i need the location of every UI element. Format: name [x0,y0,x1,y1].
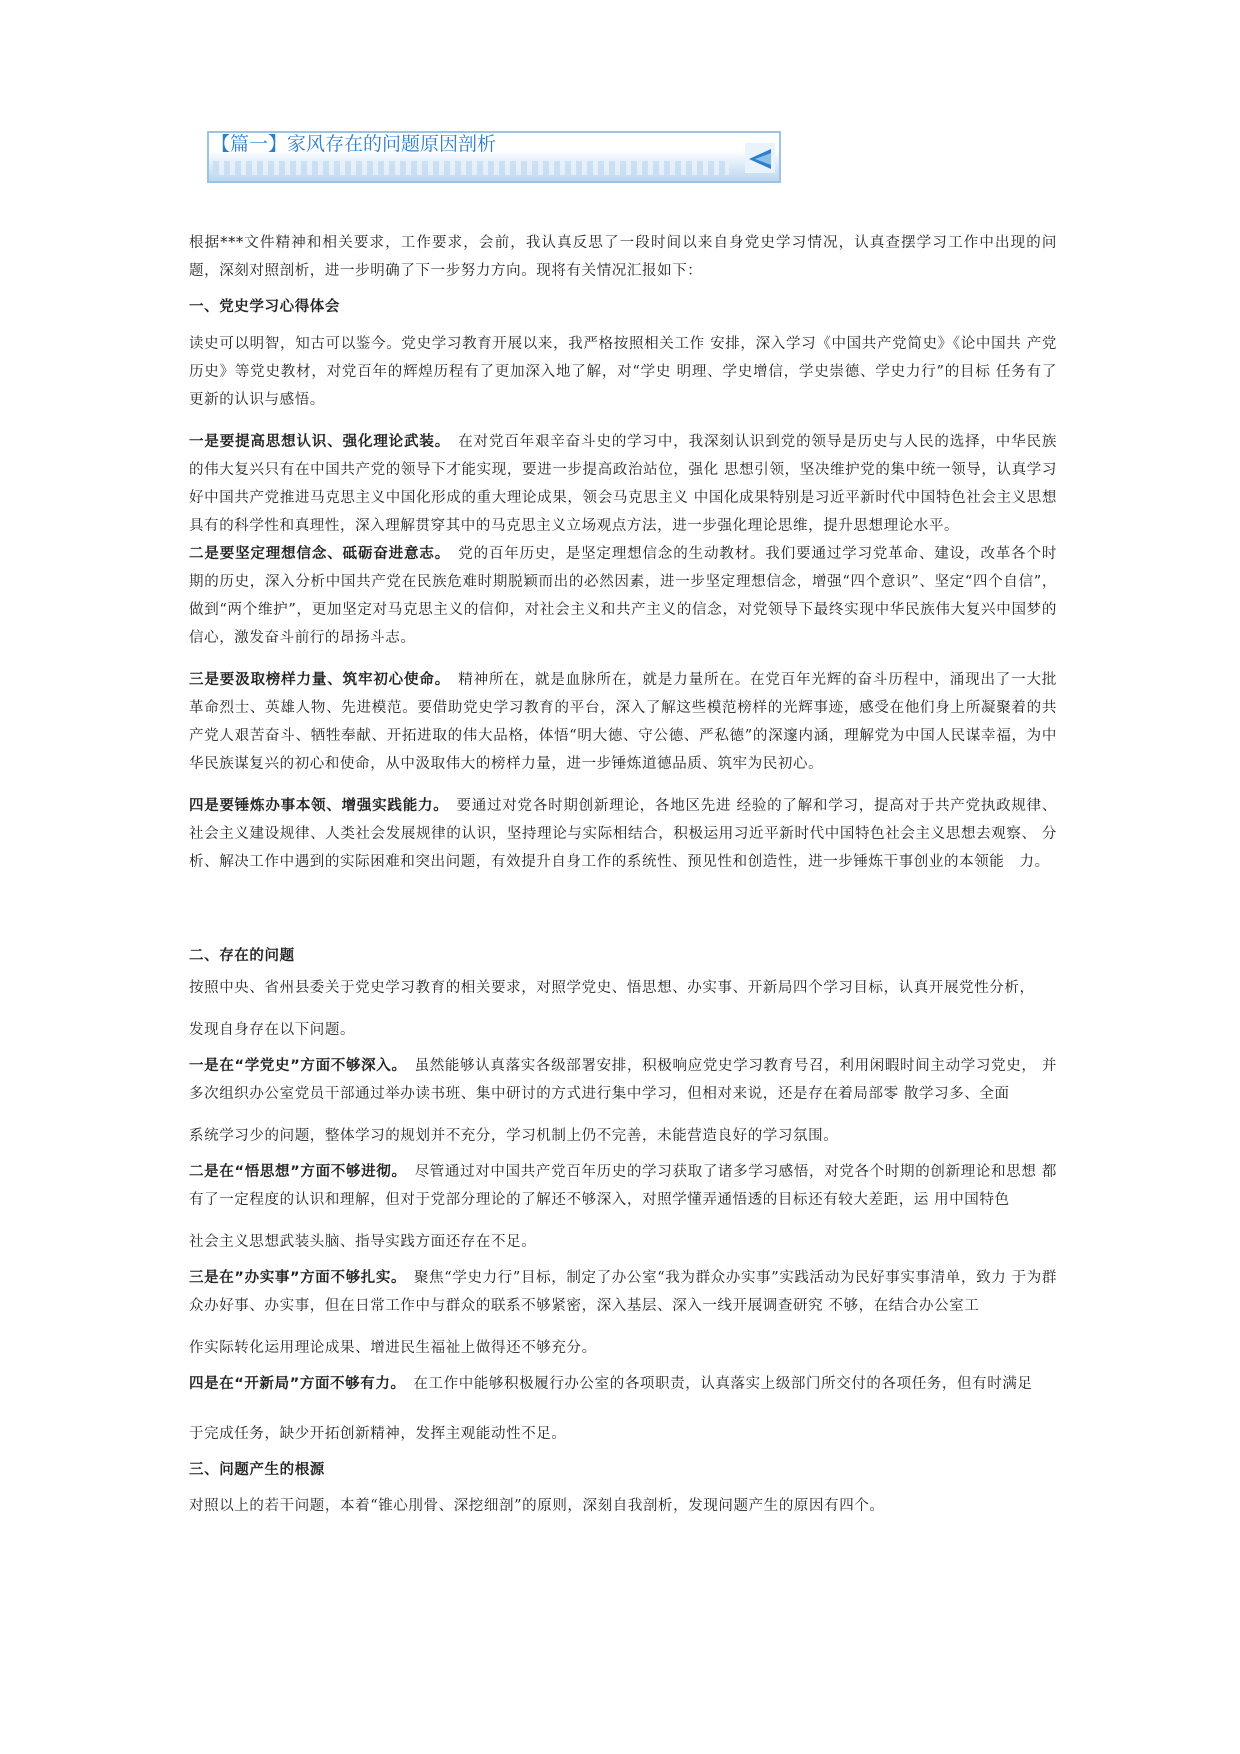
section2-item-1 [189,1052,1057,1108]
section3-paragraph: 对照以上的若干问题，本着“锥心刖骨、深挖细剖”的原则，深刻自我剖析，发现问题产生的原因有四个。 [189,1498,885,1514]
item-lead: 一是要提高思想认识、强化理论武装。 [189,434,443,450]
item-lead: 四是要锤炼办事本领、增强实践能力。 [189,798,442,814]
item-text: 党的百年历史，是坚定理想信念的生动教材。我们要通过学习党革命、建设，改革各个时期的历史，深入分析中国共产党在民族危难时期脱颖而出的必然因素，进一步坚定理想信念，增强“四个意识”、坚定“四个自信”，做到“两个维护”，更加坚定对马克思主义的信仰，对社会主义和共产主义的信念，对党领导下最终实现中华民族伟大复兴中国梦的信心，激发奋斗前行的昂扬斗志。 [189,546,1057,646]
item-lead: 二是在“悟思想”方面不够进彻。 [189,1164,400,1180]
corner-arrow-icon [745,143,775,173]
section1-item-4 [189,792,1057,876]
section1-item-2 [189,540,1057,652]
section2-item-1-cont: 系统学习少的问题，整体学习的规划并不充分，学习机制上仍不完善，未能营造良好的学习氛围。 [189,1128,839,1144]
banner-decoration [213,161,729,175]
item-text: 要通过对党各时期创新理论，各地区先进 经验的了解和学习，提高对于共产党执政规律、 社会主义建设规律、人类社会发展规律的认识，坚持理论与实际相结合，积极运用习近平新时代中国特色社会主义思想去观察、 分析、解决工作中遇到的实际困难和突出问题，有效提升自身工作的系统性、预见性和创造性，进一步锤炼干事创业的本领能 力。 [189,798,1057,870]
section1-paragraph: 读史可以明智，知古可以鉴今。党史学习教育开展以来，我严格按照相关工作 安排，深入学习《中国共产党简史》《论中国共 产党历史》等党史教材，对党百年的辉煌历程有了更加深入地了解，对“学史 明理、学史增信，学史崇德、学史力行”的目标 任务有了更新的认识与感悟。 [189,336,1057,408]
section2-item-4 [189,1370,1057,1398]
section2-item-3-cont: 作实际转化运用理论成果、增进民生福祉上做得还不够充分。 [189,1340,597,1356]
item-lead: 三是要汲取榜样力量、筑牢初心使命。 [189,672,443,688]
item-text: 虽然能够认真落实各级部署安排，积极响应党史学习教育号召，利用闲暇时间主动学习党史， 并多次组织办公室党员干部通过举办读书班、集中研讨的方式进行集中学习，但相对来说，还是存在着局部零 散学习多、全面 [189,1058,1057,1102]
item-lead: 二是要坚定理想信念、砥砺奋进意志。 [189,546,443,562]
document-body [189,229,1057,1520]
section1-heading: 一、党史学习心得体会 [189,299,340,315]
title-banner [207,131,781,183]
item-text: 在工作中能够积极履行办公室的各项职责，认真落实上级部门所交付的各项任务，但有时满足 [413,1376,1033,1392]
item-lead: 三是在”办实事”方面不够扎实。 [189,1270,399,1286]
section2-item-2-cont: 社会主义思想武装头脑、指导实践方面还存在不足。 [189,1234,537,1250]
item-lead: 四是在“开新局”方面不够有力。 [189,1376,399,1392]
section2-paragraph-cont: 发现自身存在以下问题。 [189,1022,356,1038]
document-title: 【篇一】家风存在的问题原因剖析 [211,133,497,155]
item-lead: 一是在“学党史”方面不够深入。 [189,1058,400,1074]
intro-paragraph: 根据***文件精神和相关要求，工作要求，会前，我认真反思了一段时间以来自身党史学习情况，认真查摆学习工作中出现的问 题，深刻对照剖析，进一步明确了下一步努力方向。现将有关情况汇报如下： [189,235,1057,279]
section3-heading: 三、问题产生的根源 [189,1462,325,1478]
section2-item-2 [189,1158,1057,1214]
section2-item-4-cont: 于完成任务，缺少开拓创新精神，发挥主观能动性不足。 [189,1426,567,1442]
item-text: 尽管通过对中国共产党百年历史的学习获取了诸多学习感悟，对党各个时期的创新理论和思想 都有了一定程度的认识和理解，但对于党部分理论的了解还不够深入，对照学懂弄通悟透的目标还有较大差距，运 用中国特色 [189,1164,1057,1208]
section2-item-3 [189,1264,1057,1320]
item-text: 在对党百年艰辛奋斗史的学习中，我深刻认识到党的领导是历史与人民的选择，中华民族的伟大复兴只有在中国共产党的领导下才能实现，要进一步提高政治站位，强化 思想引领，坚决维护党的集中统一领导，认真学习好中国共产党推进马克思主义中国化形成的重大理论成果，领会马克思主义 中国化成果特别是习近平新时代中国特色社会主义思想具有的科学性和真理性，深入理解贯穿其中的马克思主义立场观点方法，进一步强化理论思维，提升思想理论水平。 [189,434,1057,534]
section1-item-3 [189,666,1057,778]
section2-heading: 二、存在的问题 [189,948,295,964]
item-text: 聚焦“学史力行”目标，制定了办公室“我为群众办实事”实践活动为民好事实事清单，致力 于为群众办好事、办实事，但在日常工作中与群众的联系不够紧密，深入基层、深入一线开展调查研究 不够，在结合办公室工 [189,1270,1057,1314]
section1-item-1 [189,428,1057,540]
section2-paragraph: 按照中央、省州县委关于党史学习教育的相关要求，对照学党史、悟思想、办实事、开新局四个学习目标，认真开展党性分析， [189,980,1035,996]
item-text: 精神所在，就是血脉所在，就是力量所在。在党百年光辉的奋斗历程中，涌现出了一大批革命烈士、英雄人物、先进模范。要借助党史学习教育的平台，深入了解这些模范榜样的光辉事迹，感受在他们身上所凝聚着的共产党人艰苦奋斗、牺牲奉献、开拓进取的伟大品格，体悟“明大德、守公德、严私德”的深邃内涵，理解党为中国人民谋幸福，为中华民族谋复兴的初心和使命，从中汲取伟大的榜样力量，进一步锤炼道德品质、筑牢为民初心。 [189,672,1057,772]
